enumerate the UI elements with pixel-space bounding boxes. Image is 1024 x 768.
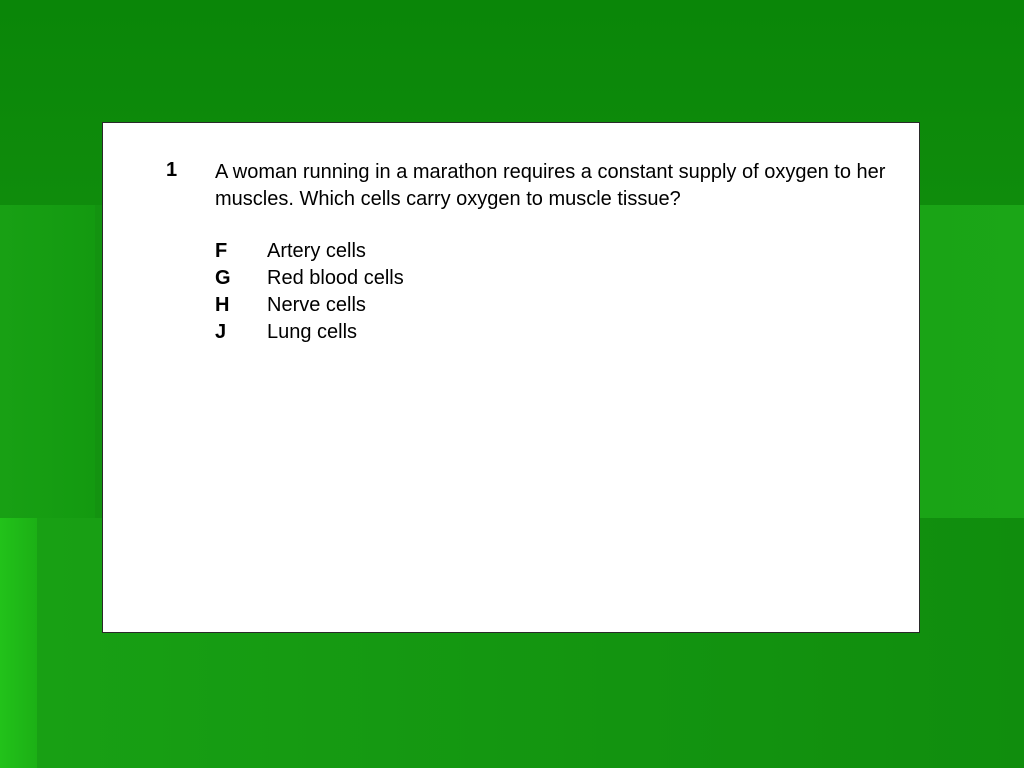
choice-f: [215, 238, 404, 265]
question-number: 1: [166, 159, 178, 181]
choice-label: Artery cells: [267, 240, 366, 262]
choice-label: Lung cells: [267, 321, 358, 343]
choice-h: [215, 292, 404, 319]
choice-letter: G: [215, 267, 231, 289]
question-text: A woman running in a marathon requires a constant supply of oxygen to her muscles. Which cells carry oxygen to muscle tissue?: [215, 161, 886, 210]
choice-letter: J: [215, 321, 227, 343]
choice-g: [215, 265, 404, 292]
background-band-left-middle: [0, 205, 95, 518]
choice-letter: H: [215, 294, 230, 316]
choice-j: [215, 319, 404, 346]
background-band-left-bottom: [0, 518, 37, 768]
choice-label: Red blood cells: [267, 267, 404, 289]
choice-label: Nerve cells: [267, 294, 366, 316]
choice-letter: F: [215, 240, 228, 262]
answer-choices: [215, 238, 404, 346]
question-card: [102, 122, 920, 633]
